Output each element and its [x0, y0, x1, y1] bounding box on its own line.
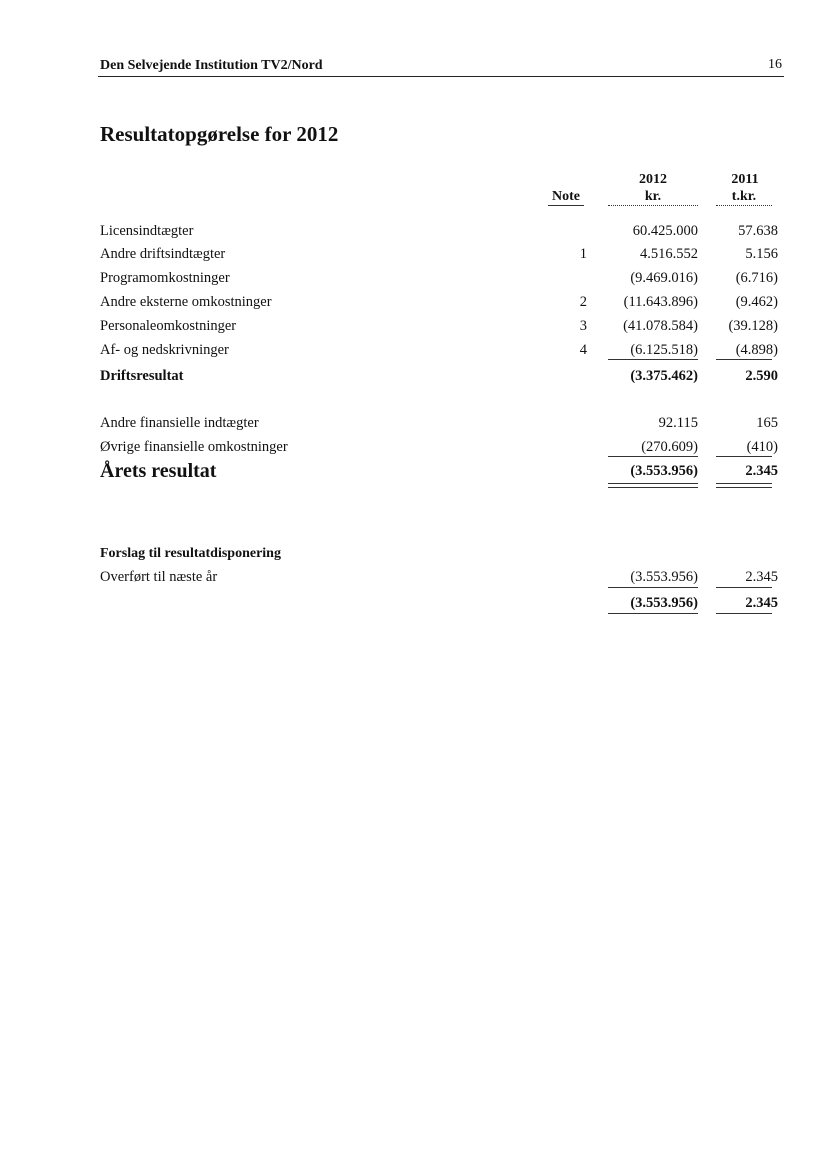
row-note: 3: [579, 318, 587, 334]
row-value-2012: (3.375.462): [630, 368, 698, 384]
row-value-2011: 2.345: [745, 569, 778, 585]
row-value-2012: (11.643.896): [623, 294, 698, 310]
row-label: Overført til næste år: [100, 569, 218, 585]
subtotal-rule-2012: [608, 456, 698, 457]
row-label: Årets resultat: [100, 460, 217, 482]
row-label: Licensindtægter: [100, 223, 194, 239]
total-rule-2011: [716, 613, 772, 614]
row-label: Personaleomkostninger: [100, 318, 237, 334]
distribution-total-row: [0, 595, 825, 613]
row-value-2011: 2.345: [745, 463, 778, 479]
row-value-2012: (6.125.518): [630, 342, 698, 358]
row-value-2012: 4.516.552: [640, 246, 698, 262]
table-row: [0, 318, 825, 336]
row-value-2012: (270.609): [641, 439, 698, 455]
distribution-heading-row: [0, 546, 825, 564]
distribution-heading: Forslag til resultatdisponering: [100, 546, 281, 561]
page-title: Resultatopgørelse for 2012: [100, 122, 339, 146]
row-label: Driftsresultat: [100, 368, 184, 384]
total-rule-2012: [608, 613, 698, 614]
row-value-2012: 60.425.000: [632, 223, 698, 239]
total-double-rule-2012: [608, 483, 698, 488]
total-double-rule-2011: [716, 483, 772, 488]
row-value-2011: 2.590: [745, 368, 778, 384]
row-value-2011: 57.638: [738, 223, 778, 239]
row-label: Andre eksterne omkostninger: [100, 294, 272, 310]
row-value-2011: (410): [746, 439, 778, 455]
row-label: Øvrige finansielle omkostninger: [100, 439, 288, 455]
row-label: Andre driftsindtægter: [100, 246, 226, 262]
operating-result-row: [0, 368, 825, 386]
table-row: [0, 415, 825, 433]
row-value-2011: (4.898): [735, 342, 778, 358]
table-row: [0, 342, 825, 360]
table-row: [0, 439, 825, 457]
table-row: [0, 246, 825, 264]
col-note: Note: [548, 188, 584, 206]
subtotal-rule-2011: [716, 456, 772, 457]
page-number: 16: [768, 57, 782, 72]
institution-name: Den Selvejende Institution TV2/Nord: [100, 58, 323, 73]
annual-result-row: [0, 460, 825, 486]
row-value-2012: (3.553.956): [630, 463, 698, 479]
col-unit-kr: kr.: [608, 188, 698, 206]
subtotal-rule-2011: [716, 587, 772, 588]
col-unit-tkr: t.kr.: [716, 188, 772, 206]
row-value-2012: 92.115: [658, 415, 698, 431]
table-row: [0, 223, 825, 241]
subtotal-rule-2012: [608, 359, 698, 360]
row-label: Af- og nedskrivninger: [100, 342, 229, 358]
page-header: [98, 58, 784, 77]
subtotal-rule-2012: [608, 587, 698, 588]
row-value-2012: (41.078.584): [623, 318, 698, 334]
row-note: 2: [579, 294, 587, 310]
table-row: [0, 270, 825, 288]
row-value-2012: (3.553.956): [630, 569, 698, 585]
row-note: 1: [579, 246, 587, 262]
row-value-2011: 5.156: [745, 246, 778, 262]
table-row: [0, 569, 825, 587]
row-value-2012: (9.469.016): [630, 270, 698, 286]
row-value-2011: (6.716): [735, 270, 778, 286]
row-value-2011: 2.345: [745, 595, 778, 611]
col-year-2012: 2012: [639, 172, 667, 187]
row-value-2011: 165: [756, 415, 778, 431]
col-year-2011: 2011: [731, 172, 759, 187]
row-label: Programomkostninger: [100, 270, 230, 286]
row-note: 4: [579, 342, 587, 358]
row-value-2012: (3.553.956): [630, 595, 698, 611]
table-row: [0, 294, 825, 312]
row-value-2011: (39.128): [728, 318, 778, 334]
row-value-2011: (9.462): [735, 294, 778, 310]
row-label: Andre finansielle indtægter: [100, 415, 259, 431]
subtotal-rule-2011: [716, 359, 772, 360]
